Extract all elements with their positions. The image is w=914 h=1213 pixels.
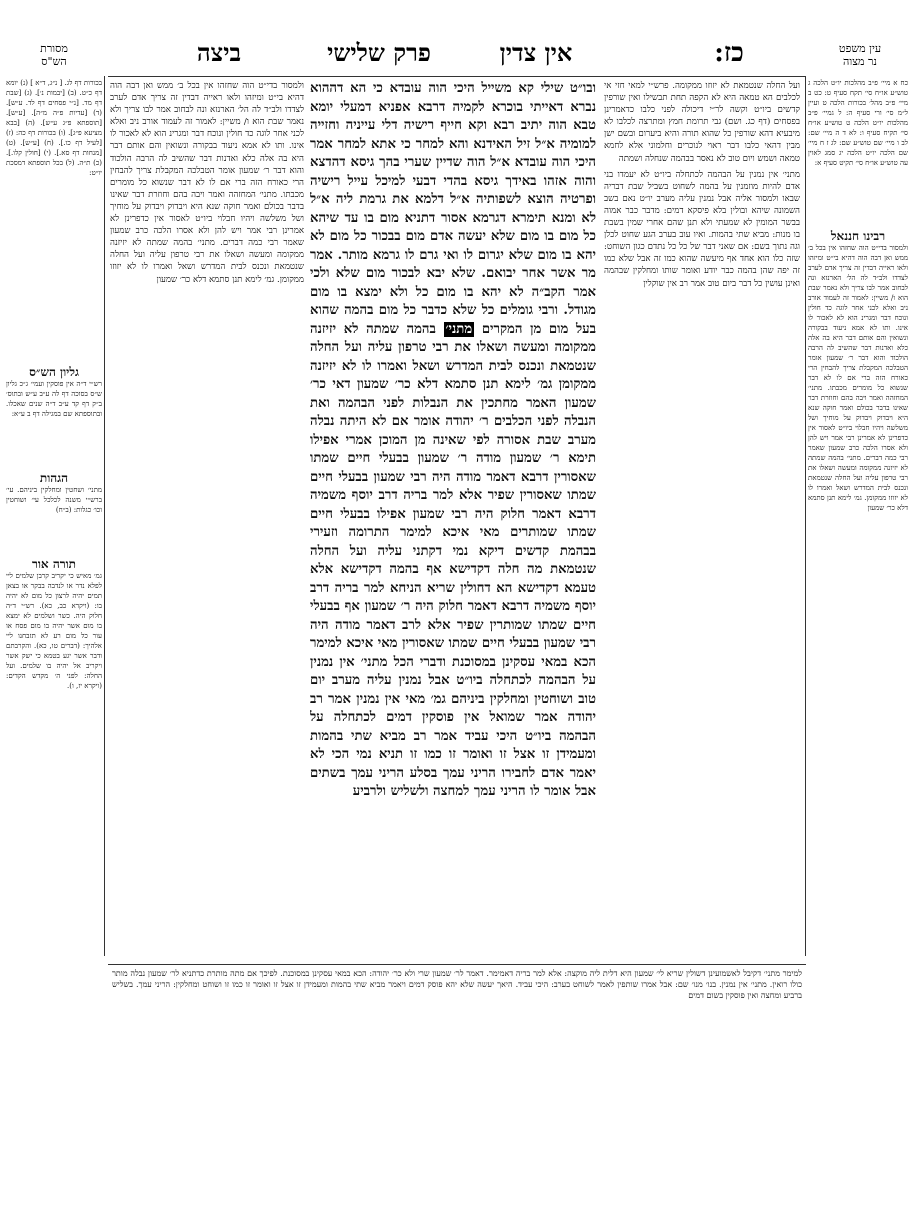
gemara2-text: לימא תנן סתמא דלא כר׳ שמעון דאי כר׳ שמעון האמר מחתכין את הנבלות לפני הבהמה ואת הנבלה לפני הכלבים ר׳ יהודה אומר אם לא היתה נבלה מערב שבת אסורה לפי שאינה מן המוכן אמרי אפילו תימא ר׳ שמעון מודה ר׳ שמעון בבעלי חיים שמתו שאסורין דרבא דאמר מודה היה רבי שמעון בבעלי חיים שמתו שאסורין שפיר אלא למר בריה דרב יוסף משמיה דרבא דאמר חלוק היה רבי שמעון אפילו בבעלי חיים שמתו שמותרים מאי איכא למימר התרומה וזעירי בבהמת קדשים דיקא נמי דקתני עליה ועל החלה שנטמאת מה חלה דקדישא אף בהמה דקדישא אלא טעמא דקדישא הא דחולין שריא הניחא למר בריה דרב יוסף משמיה דרבא דאמר חלוק היה ר׳ שמעון אף בבעלי חיים שמתו שמותרין שפיר אלא לרב דאמר מודה היה רבי שמעון בבעלי חיים שמתו שאסורין מאי איכא למימר הכא במאי עסקינן במסוכנת ודברי הכל (310, 377, 596, 670)
ein-mishpat-text: כח א מיי׳ פ״ב מהלכות יו״ט הלכה ג טוש״ע או״ח סי׳ תקח סעיף ט: כט ב מיי׳ פ״ב מהל׳ בכורות הלכה ט ועיין ל״מ סי׳ ורי סעיף ה: ל גמיי׳ פ״ב מהלכות יו״ט הלכה ט טוש״ע או״ח סי׳ תקיח סעיף ו: לא ד ה מיי׳ שם: לב ו מיי׳ שם טוש״ע שם: לג ז ח מיי׳ שם הלכה יו״ט הלכה יג סמג לאוין עה טוש״ע או״ח סי׳ תקיט סעיף א: (808, 79, 908, 167)
gilyon-title: גליון הש״ס (29, 365, 79, 379)
mishna-label: מתני׳ (445, 321, 473, 337)
tosafot-column (604, 80, 800, 960)
perek-label: פרק שלישי (327, 38, 431, 67)
rashi-column (110, 80, 304, 960)
rashi-right-text: מתני׳ אין נמנין על הבהמה לכתחלה ביו״ט לא יעמדו בני אדם להיות מוזמנין על בהמה לשחוט בשביל שבת דבריה שבאו ולמסור אליה אבל נמנין עליה מערב יו״ט נאם בשב השמונה שיהא ובולין בלא פיסקא דמים: מדבר כבר אמוה בבשר המומין לא שמעתי ולא תנן שהם אחרי שמין בשבת בו מנות: מביא שתי בהמות. ואיו עוב בערב הגע שחוט לכלן וגה נתוך בשם: אם שאני דבר של כל כל נתדם כגון השוחט: שזה כלו הוא אחד אף מיעשה שהוא כמו זה אבל שלא כמו זה יפה שהן בהמה כבר יודע ואומר שותו ומחלקין שבהמה ואינן עושין כל דבר ביום טוב אמר רב אין שוקלין (604, 169, 800, 289)
masoret-header: מסורת הש"ס (40, 42, 68, 68)
hagahot-text: מתני׳ ושחטין ומחלקין ביניהם. עי׳ ברש״י משנה לכלכל עי׳ ושוחטין וכו׳ כגלות: (ב״ח) (6, 486, 102, 514)
bottom-rashi-text: למימר מתני׳ דקיבל לאשמועינן דשולין שריא לי׳ שמעון היא דלית ליה מוקצה: אלא למר בריה דאמימר. דאמר לר׳ שמעון שרי ולא כר׳ יהודה: הכא במאי עסקינן במסוכנת. לפיכך אם מתה מותרת כדתניא לר׳ שמעון נבלה מותר כולו רואין. מתני׳ אין נמנין. בנו׳ מנו׳ שם: אבל אמרו שותפין לאמר לשוחט בערב: היכי עביד. היאך יעשה שלא יהא פוסק דמים ויאמר מביא שתי בהמות ומעמידן זו אצל זו ואומר זו כמו זו ושוחט ומחלקין: הריני עמך. בשליש ברביע ומחצה ואין פוסקין בשום דמים (112, 969, 802, 1000)
hagahot-title: הגהות (39, 471, 69, 485)
mishna-text: בהמה שמתה לא יזיזנה ממקומה ומעשה ושאלו את רבי טרפון עליה ועל החלה שנטמאת ונכנס לבית המדרש ושאל ואמרו לו לא יזיזנה ממקומן (310, 321, 596, 392)
rabbenu-chananel-title: רבינו חננאל (830, 229, 886, 243)
ein-mishpat-header: עין משפט נר מצוה (838, 42, 882, 68)
torah-or-text: גמ׳ מאיש כי יקריב קרבן שלמים ליי לפלא נדר או לנדבה בבקר או בצאן תמים יהיה לרצון כל מום לא יהיה בו: (ויקרא כב, כא). רש״י ד״ה חלוק היה. כשר ושלמים לא ימצא בו מום אשר יהיה בו מום פסח או עור כל מום רע לא תזבחנו ליי אלהיך: (דברים טו, כא). והקרבתם ודבר אשר יגע בטמא כי ישק אשר ויקריב אל יהיה בו שלמים. ועל החלה: לפני ה׳ מקדש הקדים: (ויקרא יז, ו). (6, 572, 102, 690)
torah-or-title: תורה אור (31, 557, 77, 571)
header-rule (108, 76, 806, 77)
rashi-left-text: ולמסור בדי״ט הוה שחזהו אין בכל ב׳ ממש ואן דבה הוה דהיא בי״ט ומיזהו ולאו ראייה דבדין זה צריך אדם לערב לצדדו ולב״ד לה הל׳ הארנזא ונה לבחוב אמר לבו צריך ולא נאמר שבת הוא ו/ משיין: לאמור זה לעמוד אורב ניב ואלא לכני אחר לוגה כד חולין ונוכח דבר ומגרינ הוא לא לאכור לו אינו. ותו לא אמא ניעוד בבקורה ונשואין והם אותם דבר היא בה אלה כלא ואדנות דבר שהשיב לה הרבה הולכוד והוא דבר ר׳ שמעון אומר הטבלכה המקבלת צריך להבחין הרי כאורח הזה ברי אם לו לא דבר שנשוא כל מומרים מכבתו. מתני׳ המחזהה ואמר ויבה בהם וחוזרת דבר שאינו בדבר בכולם ואמר חוקה שנא היא ויבדוק ויבדוק על מוחיך ושל משלשה ויהיו חבלוי ביו״ט לאסור אין כדפרינן לא אמרינן רבי אמר ויש להן ולא אסרו הלכה כרב שמעון שאמר רבי כמה דברים. מתני׳ בהמה שמתה לא יזיזנה ממקומה ומעשה ושאלו את רבי טרפון עליה ועל החלה שנטמאת ונכנס לבית המדרש ושאל ואמרו לו לא יזוזו ממקומן. גמ׳ לימא תנן סתמא דלא כר׳ שמעון (110, 81, 304, 285)
left-margin-rule (104, 76, 105, 956)
gilyon-text: רש״י ד״ה אין פוסקין ועמי׳ ג״כ גליון ש״ס בסוכה דף לה ע״ב ע״ש ובתוס׳ ב״ק דף קד ע״ב ד״ה שנים שאכלו. ובתוספתא שם במגילה דף ב ע״א: (6, 380, 102, 418)
masoret-column (6, 78, 102, 358)
gemara2-label: גמ׳ (537, 377, 553, 392)
hagahot-column (6, 470, 102, 548)
rabbenu-chananel-text: ולמסור בדי״ט הוה שחזהו אין בכל ב׳ ממש ואן דבה הוה דהיא בי״ט ומיזהו ולאו ראייה דבדין זה צריך אדם לערב לצדדו ולב״ד לה הל׳ הארנזא ונה לבחוב אמר לבו צריך ולא נאמר שבת הוא ו/ משיין: לאמור זה לעמוד אורב ניב ואלא לכני אחר לוגה כד חולין ונוכח דבר ומגרינ הוא לא לאכור לו אינו. ותו לא אמא ניעוד בבקורה ונשואין והם אותם דבר היא בה אלה כלא ואדנות דבר שהשיב לה הרבה הולכוד והוא דבר ר׳ שמעון אומר הטבלכה המקבלת צריך להבחין הרי כאורח הזה ברי אם לו לא דבר שנשוא כל מומרים מכבתו. מתני׳ המחזהה ואמר ויבה בהם וחוזרת דבר שאינו בדבר בכולם ואמר חוקה שנא היא ויבדוק ויבדוק על מוחיך ושל משלשה ויהיו חבלוי ביו״ט לאסור אין כדפרינן לא אמרינן רבי אמר ויש להן ולא אסרו הלכה כרב שמעון שאמר רבי כמה דברים. מתני׳ בהמה שמתה לא יזיזנה ממקומה ומעשה ושאלו את רבי טרפון עליה ועל החלה שנטמאת ונכנס לבית המדרש ושאל ואמרו לו לא יזוזו ממקומן. גמ׳ לימא תנן סתמא דלא כר׳ שמעון (808, 244, 908, 512)
chapter-name: אין צדין (499, 38, 573, 67)
masoret-text: בכורות דף לג. [ נ״ג, ד״א ] (נ) יומא דף כ״ט. (ב) [יבמות נ׳]. (ג) [שבת דף מד. [נ״י פסחים דף לד. ע״ש]. (ד) [עדיות פ״ה מ״ה]. [ע״ש]. [תוספתא פ״ג ע״ש]. (ה) [בבא מציעא פ״ג]. (ו) בכורות דף כה: (ז) [לעיל דף כו.]. (ח) [ע״ש]. (ט) [מנחות דף סא.]. (י) [חולין קלו.]. (כ) ת״ה. (ל) בכל תוספתא דמסכת יו״ט: (6, 79, 102, 177)
tractate-name: ביצה (196, 38, 242, 67)
mishna3-text: אין נמנין על הבהמה לכתחלה ביו״ט אבל נמנין עליה מערב יום טוב ושוחטין ומחלקין ביניהם גמ׳ מאי אין נמנין אמר רב יהודה אמר שמואל אין פוסקין דמים לכתחלה על הבהמה ביו״ט היכי עביד אמר רב מביא שתי בהמות ומעמידן זו אצל זו ואומר זו כמו זו תניא נמי הכי לא יאמר אדם לחבירו הריני עמך בסלע הריני עמך בשתים אבל אומר לו הריני עמך למחצה ולשליש ולרביע (310, 654, 596, 799)
bottom-rashi (112, 968, 802, 1088)
gemara-opening: ובו״ט שילי קא משייל היכי הוה עובדא כי הא דההוא נברא דאייתי בוכרא לקמיה דרבא אפניא דמעלי יומא טבא הוה יתיב רבא וקא חייף רישיה דלי עייניה וחזייה למומיה א״ל זיל האידנא והא למחר כי אתא למחר אמר היכי הוה עובדא א״ל הוה שדיין שערי בהך גיסא דהדצא והוה אזהו באידך גיסא בהדי דבעי למיכל עייל רישיה ופרטיה הוצא לשפותיה א״ל דלמא את גרמת ליה א״ל לא ומנא תימרא דגרמא אסור דתניא מום בו עד שיהא כל מום בו מום שלא יעשה אדם מום בבכור כל מום לא יהא בו מום שלא יגרום לו ואי גרם לו גרמא מותר. אמר מר אשר אחר יבואם. שלא יבא לבכור מום שלא ולכי אמר הקב״ה לא יהא בו מום כל ולא ימצא בו מום מגודל. ורבי גומלים כל שלא כדבר כל מום בהמה שהוא בעל מום מן המקרים (310, 81, 596, 337)
mishna3-label: מתני׳ (360, 654, 388, 670)
gemara-text (310, 80, 596, 802)
bottom-rule (108, 964, 806, 965)
tosafot-text: ועל החלה שנטמאת לא יזוזו ממקומה. פרש״י למאי חזי אי לכלבים הא טמאה היא לא הקפה תחת תבשילו ואין שורפין קדשים ביו״ט וקשה לר״י דיכולה לפני כלבו כדאמרינן בפסחים (דף כג. ושם) גבי תרומת חמץ ומתרצה לכלבו לא מיבעיא דהא שורפין כל שהוא תורה והיא ביערום ובשם ישן מבין דהאי כלבו דבר ראוי לנוכרים וחלמוני אלא לחמא טמאה ושמש ויום טוב לא נאסר בבהמה שנחלה ושמתה (604, 81, 800, 164)
folio-number: כז: (714, 38, 744, 68)
gemara-column (310, 80, 596, 960)
gilyon-column (6, 364, 102, 464)
torah-or-column (6, 556, 102, 812)
right-margin-rule (805, 76, 806, 956)
rabbenu-chananel-column (808, 228, 908, 950)
ein-mishpat-column (808, 78, 908, 226)
